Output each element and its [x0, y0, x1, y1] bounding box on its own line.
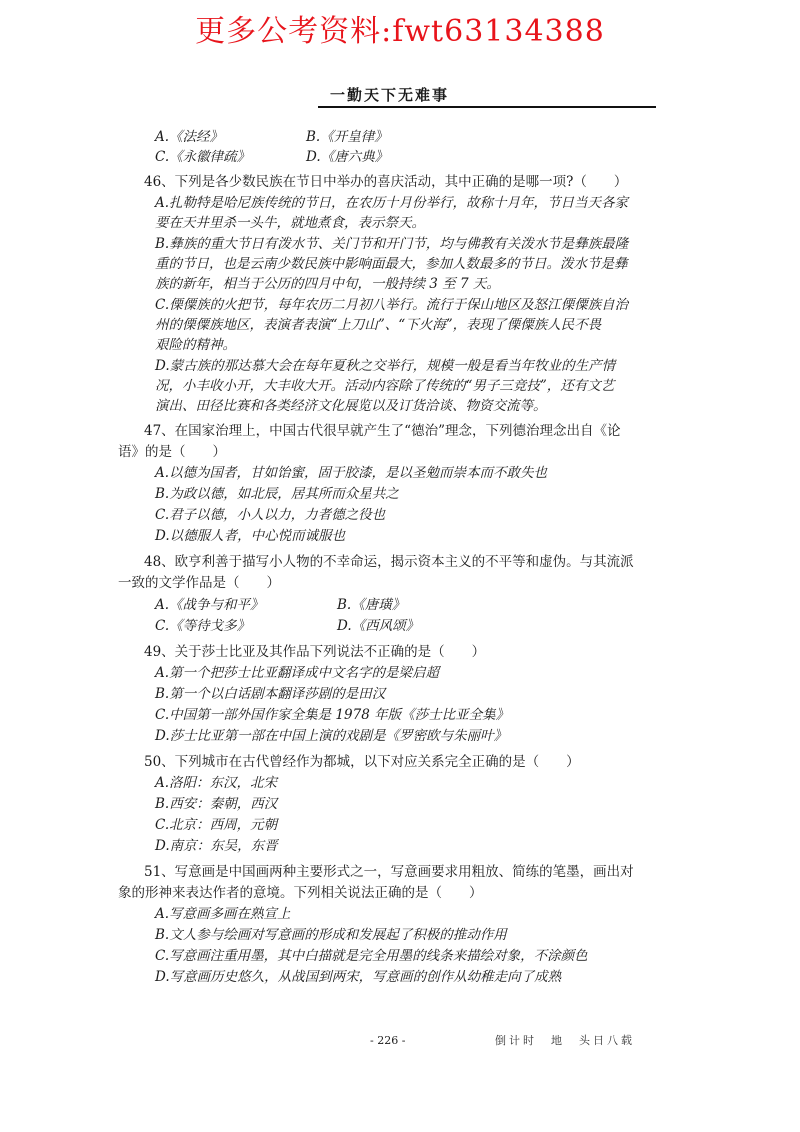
- option-line: A.扎勒特是哈尼族传统的节日，在农历十月份举行，故称十月年，节日当天各家: [155, 195, 629, 211]
- option-line: 重的节日，也是云南少数民族中影响面最大，参加人数最多的节日。泼水节是彝: [155, 256, 628, 272]
- option-line: A.《法经》: [155, 129, 224, 145]
- question-line: 46、下列是各少数民族在节日中举办的喜庆活动，其中正确的是哪一项?（ ）: [144, 174, 628, 190]
- option-line: C.写意画注重用墨，其中白描就是完全用墨的线条来描绘对象，不涂颜色: [155, 948, 588, 964]
- watermark: 更多公考资料:fwt63134388: [195, 14, 605, 49]
- header-rule: [318, 106, 656, 108]
- question-line: 50、下列城市在古代曾经作为都城，以下对应关系完全正确的是（ ）: [144, 754, 580, 770]
- option-line: B.西安：秦朝，西汉: [155, 796, 278, 812]
- option-line: C.《永徽律疏》: [155, 149, 251, 165]
- footer-text: 倒计时 地 头日八载: [495, 1034, 635, 1047]
- option-line: C.君子以德，小人以力，力者德之役也: [155, 507, 386, 523]
- question-line: 一致的文学作品是（ ）: [118, 575, 280, 591]
- question-line: 语》的是（ ）: [118, 444, 226, 460]
- question-line: 47、在国家治理上，中国古代很早就产生了“德治”理念，下列德治理念出自《论: [144, 423, 621, 439]
- option-line: 演出、田径比赛和各类经济文化展览以及订货洽谈、物资交流等。: [155, 398, 547, 414]
- option-line: A.写意画多画在熟宣上: [155, 906, 291, 922]
- option-line: A.第一个把莎士比亚翻译成中文名字的是梁启超: [155, 665, 440, 681]
- option-line: B.第一个以白话剧本翻译莎剧的是田汉: [155, 686, 386, 702]
- option-line: D.写意画历史悠久，从战国到两宋，写意画的创作从幼稚走向了成熟: [155, 969, 562, 985]
- page-number: - 226 -: [370, 1034, 406, 1047]
- option-line: B.为政以德，如北辰，居其所而众星共之: [155, 486, 399, 502]
- page-header-title: 一勤天下无难事: [330, 86, 450, 104]
- option-line: 州的傈僳族地区，表演者表演“上刀山”、“下火海”，表现了傈僳族人民不畏: [155, 317, 602, 333]
- question-line: 48、欧亨利善于描写小人物的不幸命运，揭示资本主义的不平等和虚伪。与其流派: [144, 554, 634, 570]
- option-line: D.《西风颂》: [337, 618, 420, 634]
- option-line: A.以德为国者，甘如饴蜜，固于胶漆，是以圣勉而崇本而不敢失也: [155, 465, 548, 481]
- option-line: D.南京：东吴，东晋: [155, 838, 278, 854]
- option-line: C.中国第一部外国作家全集是 1978 年版《莎士比亚全集》: [155, 707, 510, 723]
- option-line: 况，小丰收小开，大丰收大开。活动内容除了传统的“男子三竞技”，还有文艺: [155, 378, 615, 394]
- question-line: 象的形神来表达作者的意境。下列相关说法正确的是（ ）: [118, 885, 483, 901]
- option-line: D.莎士比亚第一部在中国上演的戏剧是《罗密欧与朱丽叶》: [155, 728, 508, 744]
- option-line: 艰险的精神。: [155, 337, 236, 353]
- option-line: D.蒙古族的那达慕大会在每年夏秋之交举行，规模一般是看当年牧业的生产情: [155, 358, 616, 374]
- option-line: B.彝族的重大节日有泼水节、关门节和开门节，均与佛教有关泼水节是彝族最隆: [155, 236, 629, 252]
- option-line: C.北京：西周，元朝: [155, 817, 278, 833]
- option-line: B.《唐璜》: [337, 597, 406, 613]
- option-line: B.文人参与绘画对写意画的形成和发展起了积极的推动作用: [155, 927, 507, 943]
- option-line: 要在天井里杀一头牛，就地煮食，表示祭天。: [155, 215, 425, 231]
- option-line: B.《开皇律》: [306, 129, 388, 145]
- option-line: C.《等待戈多》: [155, 618, 251, 634]
- option-line: 族的新年，相当于公历的四月中旬，一般持续 3 至 7 天。: [155, 276, 500, 292]
- question-line: 51、写意画是中国画两种主要形式之一，写意画要求用粗放、简练的笔墨，画出对: [144, 864, 634, 880]
- option-line: D.以德服人者，中心悦而诚服也: [155, 528, 346, 544]
- option-line: A.《战争与和平》: [155, 597, 264, 613]
- option-line: A.洛阳：东汉，北宋: [155, 775, 278, 791]
- option-line: C.傈僳族的火把节，每年农历二月初八举行。流行于保山地区及怒江傈僳族自治: [155, 297, 629, 313]
- option-line: D.《唐六典》: [306, 149, 389, 165]
- question-line: 49、关于莎士比亚及其作品下列说法不正确的是（ ）: [144, 644, 486, 660]
